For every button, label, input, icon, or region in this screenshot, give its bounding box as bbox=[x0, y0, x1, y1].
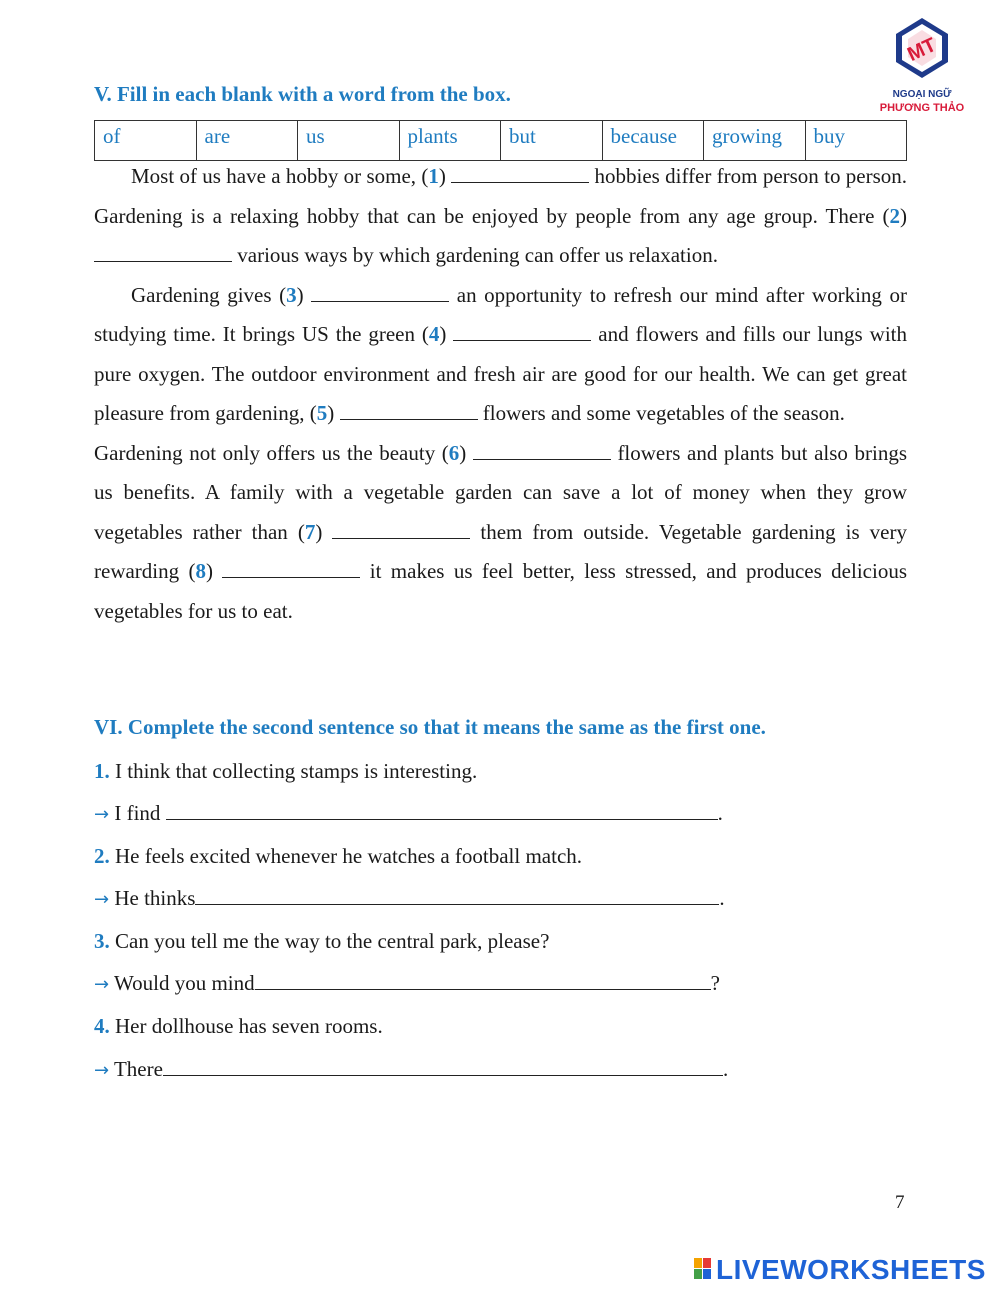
reading-passage bbox=[94, 157, 907, 631]
section-6-title: VI. Complete the second sentence so that it means the same as the first one. bbox=[94, 715, 766, 739]
publisher-logo bbox=[872, 14, 972, 118]
question-4: 4. Her dollhouse has seven rooms. bbox=[94, 1014, 383, 1038]
blank-3[interactable] bbox=[311, 283, 449, 302]
word-box bbox=[94, 120, 907, 161]
answer-line-1: → I find . bbox=[94, 801, 723, 825]
liveworksheets-brand bbox=[694, 1254, 994, 1286]
word-box-cell: but bbox=[501, 121, 603, 161]
passage-paragraph-3: Gardening not only offers us the beauty (6) flowers and plants but also brings us benefits. A family with a vegetable garden can save a lot of money when they grow vegetables rather than (7) them from outside. Vegetable gardening is very rewarding (8) it makes us feel better, less stressed, and produces delicious vegetables for us to eat. bbox=[94, 440, 907, 623]
logo-line-1: NGOẠI NGỮ bbox=[892, 89, 952, 100]
blank-8[interactable] bbox=[222, 559, 360, 578]
blank-7[interactable] bbox=[332, 520, 470, 539]
blank-6[interactable] bbox=[473, 441, 611, 460]
answer-line-2: → He thinks . bbox=[94, 886, 725, 910]
answer-input-2[interactable] bbox=[195, 886, 719, 905]
blank-2[interactable] bbox=[94, 243, 232, 262]
arrow-icon: → bbox=[94, 974, 110, 995]
blank-4[interactable] bbox=[453, 322, 591, 341]
page-number: 7 bbox=[895, 1192, 905, 1213]
word-box-cell: buy bbox=[805, 121, 907, 161]
question-3: 3. Can you tell me the way to the central park, please? bbox=[94, 929, 550, 953]
answer-input-4[interactable] bbox=[163, 1057, 723, 1076]
passage-paragraph-1: Most of us have a hobby or some, (1) hobbies differ from person to person. Gardening is a relaxing hobby that can be enjoyed by people from any age group. There (2) various ways by which gardening can offer us relaxation. bbox=[94, 164, 907, 267]
mt-monogram-icon bbox=[892, 14, 952, 86]
liveworksheets-icon bbox=[694, 1258, 712, 1280]
word-box-cell: us bbox=[298, 121, 400, 161]
question-1: 1. I think that collecting stamps is interesting. bbox=[94, 759, 478, 783]
word-box-cell: growing bbox=[704, 121, 806, 161]
word-box-cell: because bbox=[602, 121, 704, 161]
answer-input-1[interactable] bbox=[166, 801, 718, 820]
liveworksheets-wordmark: LIVEWORKSHEETS bbox=[716, 1254, 986, 1285]
answer-input-3[interactable] bbox=[255, 971, 711, 990]
arrow-icon: → bbox=[94, 804, 110, 825]
answer-line-3: → Would you mind ? bbox=[94, 971, 720, 995]
passage-paragraph-2: Gardening gives (3) an opportunity to refresh our mind after working or studying time. It brings US the green (4) and flowers and fills our lungs with pure oxygen. The outdoor environment and fresh air are good for our health. We can get great pleasure from gardening, (5) flowers and some vegetables of the season. bbox=[94, 282, 908, 425]
blank-5[interactable] bbox=[340, 401, 478, 420]
logo-line-2: PHƯƠNG THẢO bbox=[879, 102, 965, 114]
word-box-cell: are bbox=[196, 121, 298, 161]
blank-1[interactable] bbox=[451, 164, 589, 183]
section-5-title: V. Fill in each blank with a word from the box. bbox=[94, 82, 511, 106]
word-box-cell: plants bbox=[399, 121, 501, 161]
question-2: 2. He feels excited whenever he watches a football match. bbox=[94, 844, 583, 868]
answer-line-4: → There . bbox=[94, 1057, 729, 1081]
word-box-cell: of bbox=[95, 121, 197, 161]
svg-text:MT: MT bbox=[904, 33, 940, 67]
arrow-icon: → bbox=[94, 1060, 110, 1081]
arrow-icon: → bbox=[94, 889, 110, 910]
